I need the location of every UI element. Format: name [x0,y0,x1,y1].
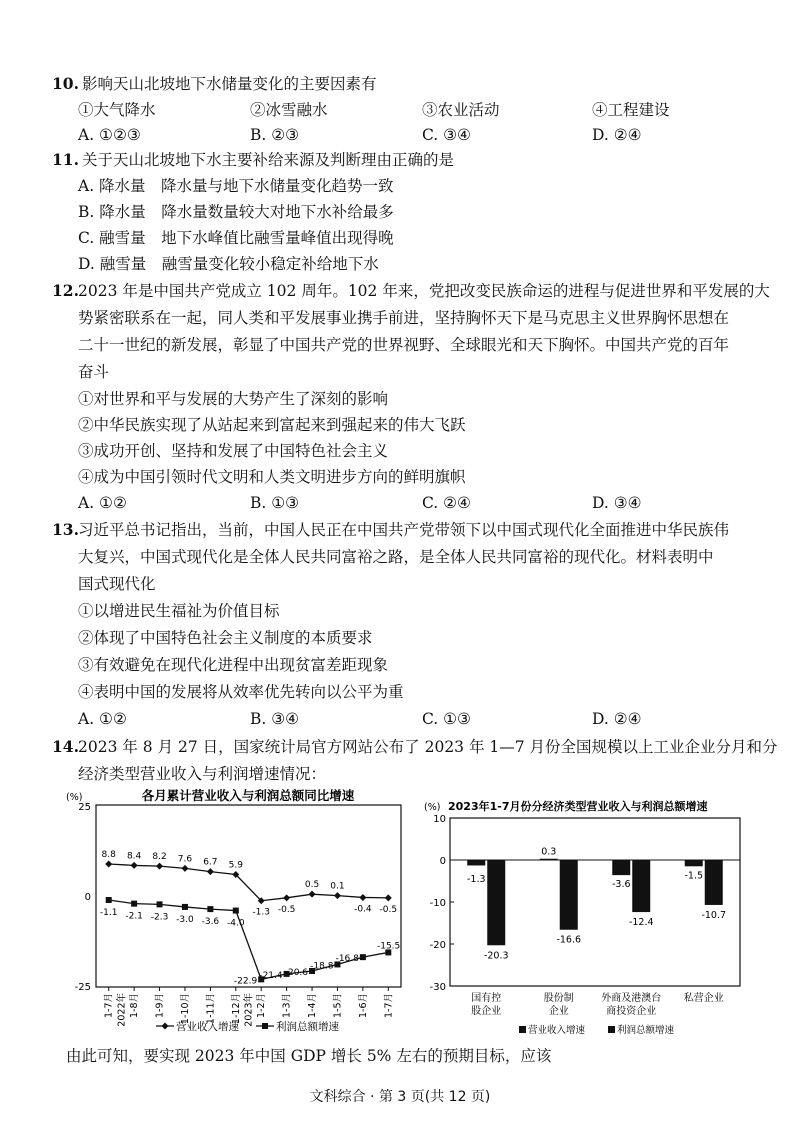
chart1-data-label: 7.6 [177,854,193,865]
chart1-ytick-mid: 0 [84,892,91,903]
q12-line-3: 二十一世纪的新发展，彰显了中国共产党的世界视野、全球眼光和天下胸怀。中国共产党的百年 [78,336,730,354]
chart2-data-label: 0.3 [541,846,557,858]
chart1-title: 各月累计营业收入与利润总额同比增速 [141,788,355,803]
chart1-ylabel: (%) [66,792,83,803]
q12-line-2: 势紧密联系在一起，同人类和平发展事业携手前进，坚持胸怀天下是马克思主义世界胸怀思想在 [78,309,730,327]
chart2-ytick-label: -20 [429,940,446,951]
chart1-revenue-point [283,894,290,901]
chart1-xtick-label: 1-6月 [357,993,369,1019]
chart1-legend-marker-2 [262,1023,268,1029]
chart1-data-label: -21.4 [259,970,283,981]
chart1-data-label: -4.0 [227,918,245,929]
chart2-profit-bar [487,860,505,945]
chart1-data-label: 0.5 [304,880,320,891]
chart1-data-label: -16.8 [335,954,359,965]
q10-option-c[interactable]: C. ③④ [422,126,471,144]
chart1-legend-2: 利润总额增速 [276,1021,339,1033]
chart1-legend-1: 营业收入增速 [176,1021,239,1033]
chart1-revenue-point [334,892,341,899]
chart1-data-label: -0.5 [277,904,296,915]
q12-option-a[interactable]: A. ①② [78,494,127,512]
q13-item-3: ③有效避免在现代化进程中出现贫富差距现象 [78,656,389,674]
chart1-xtick-label: 1-7月 [383,993,395,1019]
chart1-data-label: -20.6 [284,967,309,978]
chart1-data-label: -22.9 [233,976,258,987]
q10-option-b[interactable]: B. ②③ [250,126,300,144]
chart2-data-label: -1.3 [466,874,486,885]
q13-option-c[interactable]: C. ①③ [422,710,471,728]
chart2-ytick-label: -10 [429,898,446,909]
q12-line-1: 2023 年是中国共产党成立 102 周年。102 年来，党把改变民族命运的进程与促进世界和平发展的大 [78,282,770,300]
chart2-data-label: -12.4 [628,917,654,929]
q10-item-2: ②冰雪融水 [250,101,328,119]
q13-line-2: 大复兴，中国式现代化是全体人民共同富裕之路，是全体人民共同富裕的现代化。材料表明中 [78,548,714,566]
q10-option-a[interactable]: A. ①②③ [78,126,141,144]
chart1-ytick-top: 25 [78,802,91,813]
chart1-profit-point [207,906,213,912]
chart1-revenue-point [309,891,316,898]
chart1-data-label: 6.7 [203,857,218,868]
q10-item-1: ①大气降水 [78,101,156,119]
chart2-category-label: 股份制 [543,993,574,1004]
chart1-revenue-point [181,865,188,872]
q11-option-c[interactable]: C. 融雪量 地下水峰值比融雪量峰值出现得晚 [78,229,394,247]
chart1-xtick-label: 1-5月 [332,993,344,1019]
chart2-ytick-label: 0 [439,856,446,867]
chart2-legend [519,1024,675,1036]
chart2-revenue-bar [467,860,485,865]
chart1-profit-point [131,901,137,907]
chart1-revenue-point [131,862,138,869]
chart2-profit-bar [632,860,650,912]
q14-line-2: 经济类型营业收入与利润增速情况： [78,765,327,783]
chart1-data-label: -2.3 [150,912,169,923]
chart1-profit-point [157,901,163,907]
chart2-data-label: -10.7 [701,909,727,921]
chart2-data-label: -20.3 [483,950,509,962]
chart1-xtick-label: 1-11月 [205,993,217,1025]
chart2-data-label: -1.5 [684,870,704,882]
q13-line-1: 习近平总书记指出，当前，中国人民正在中国共产党带领下以中国式现代化全面推进中华民族伟 [78,521,730,539]
chart1-revenue-point [385,894,392,901]
q13-item-1: ①以增进民生福祉为价值目标 [78,602,280,620]
chart2-legend-2: 利润总额增速 [617,1025,675,1036]
q12-item-3: ③成功开创、坚持和发展了中国特色社会主义 [78,442,389,460]
q12-number: 12. [52,281,79,300]
chart1-data-label: -0.5 [379,904,398,915]
chart1-profit-point [360,954,366,960]
q10-number: 10. [52,74,79,93]
chart1-profit-point [182,904,188,910]
chart1-data-label: -15.5 [376,941,401,952]
chart1-data-label: -18.8 [310,961,334,972]
q11-option-a[interactable]: A. 降水量 降水量与地下水储量变化趋势一致 [78,177,394,195]
q12-item-2: ②中华民族实现了从站起来到富起来到强起来的伟大飞跃 [78,416,466,434]
chart2-legend-swatch-2 [608,1026,615,1033]
chart1-xtick-label: 1-12月 [230,993,242,1025]
q11-option-d[interactable]: D. 融雪量 融雪量变化较小稳定补给地下水 [78,255,379,273]
q11-number: 11. [52,150,79,169]
q12-option-b[interactable]: B. ①③ [250,494,300,512]
q10-item-3: ③农业活动 [422,101,500,119]
q13-number: 13. [52,520,79,539]
chart1-data-label: 0.1 [330,881,345,892]
chart1-data-label: 8.8 [101,849,116,860]
chart2-revenue-bar [612,860,630,875]
chart1-series-1-line [109,864,389,901]
chart1-xtick-label: 1-4月 [307,993,319,1019]
q13-option-b[interactable]: B. ③④ [250,710,300,728]
chart2-profit-bar [560,860,578,930]
q12-item-1: ①对世界和平与发展的大势产生了深刻的影响 [78,390,389,408]
q12-line-4: 奋斗 [78,363,110,381]
chart1-revenue-point [359,894,366,901]
q13-item-4: ④表明中国的发展将从效率优先转向以公平为重 [78,683,404,701]
q13-item-2: ②体现了中国特色社会主义制度的本质要求 [78,629,373,647]
chart2-legend-1: 营业收入增速 [528,1025,586,1036]
chart2-category-label: 企业 [548,1006,569,1017]
q11-stem: 关于天山北坡地下水主要补给来源及判断理由正确的是 [82,151,455,169]
chart1-data-label: -3.6 [201,917,220,928]
chart1-year-label: 2022年 [116,993,128,1027]
chart1-data-label: 8.2 [152,852,167,863]
chart1-data-label: 8.4 [126,851,142,862]
chart1-data-label: -1.1 [99,908,118,919]
q10-item-4: ④工程建设 [592,101,670,119]
chart2-revenue-bar [540,859,558,861]
q14-number: 14. [52,737,79,756]
q10-stem: 影响天山北坡地下水储量变化的主要因素有 [82,75,377,93]
chart1-xtick-label: 1-10月 [179,993,191,1025]
chart1-revenue-point [207,868,214,875]
chart1-ytick-bot: -25 [74,982,91,993]
chart2-profit-bar [705,860,723,905]
chart1-revenue-point [156,863,163,870]
q14-conclusion: 由此可知，要实现 2023 年中国 GDP 增长 5% 左右的预期目标，应该 [66,1047,552,1065]
chart2-data-label: -3.6 [611,879,631,891]
q10-option-d[interactable]: D. ②④ [592,126,642,144]
chart1-xtick-label: 1-7月 [103,993,115,1019]
chart1-revenue-point [105,860,112,867]
chart1-data-label: -3.0 [176,914,194,925]
chart2-ytick-label: -30 [429,982,446,993]
chart2-ylabel: (%) [424,802,441,813]
q12-option-d[interactable]: D. ③④ [592,494,642,512]
chart2-category-label: 商投资企业 [606,1006,657,1017]
chart1-xtick-label: 1-8月 [129,993,141,1019]
bar-chart [422,794,754,1042]
chart2-revenue-bar [685,860,703,866]
line-chart [58,786,418,1044]
page-footer: 文科综合 · 第 3 页(共 12 页) [309,1089,491,1105]
chart1-legend-marker-1 [162,1023,169,1030]
chart2-data-label: -16.6 [556,934,582,946]
q12-option-c[interactable]: C. ②④ [422,494,471,512]
q14-line-1: 2023 年 8 月 27 日，国家统计局官方网站公布了 2023 年 1—7 月份全国规模以上工业企业分月和分 [78,738,778,756]
chart1-profit-point [106,897,112,903]
chart1-data-label: 5.9 [228,860,243,871]
q13-option-d[interactable]: D. ②④ [592,710,642,728]
chart1-year-label: 2023年 [243,993,255,1027]
chart1-xtick-label: 1-2月 [256,993,268,1019]
chart2-legend-swatch-1 [519,1026,526,1033]
q11-option-b[interactable]: B. 降水量 降水量数量较大对地下水补给最多 [78,203,394,221]
q13-option-a[interactable]: A. ①② [78,710,127,728]
chart2-title: 2023年1-7月份分经济类型营业收入与利润总额增速 [448,800,708,813]
chart1-xtick-label: 1-9月 [154,993,166,1019]
chart2-category-label: 私营企业 [683,993,724,1004]
q13-line-3: 国式现代化 [78,575,156,593]
chart2-category-label: 国有控 [471,993,502,1004]
chart1-profit-point [233,908,239,914]
chart1-data-label: -0.4 [354,904,372,915]
q12-item-4: ④成为中国引领时代文明和人类文明进步方向的鲜明旗帜 [78,468,466,486]
chart1-data-label: -2.1 [125,911,143,922]
chart2-ytick-label: 10 [433,814,446,825]
chart2-category-label: 外商及港澳台 [601,993,662,1004]
chart2-category-label: 股企业 [471,1006,502,1017]
chart1-data-label: -1.3 [252,907,270,918]
chart1-xtick-label: 1-3月 [281,993,293,1019]
